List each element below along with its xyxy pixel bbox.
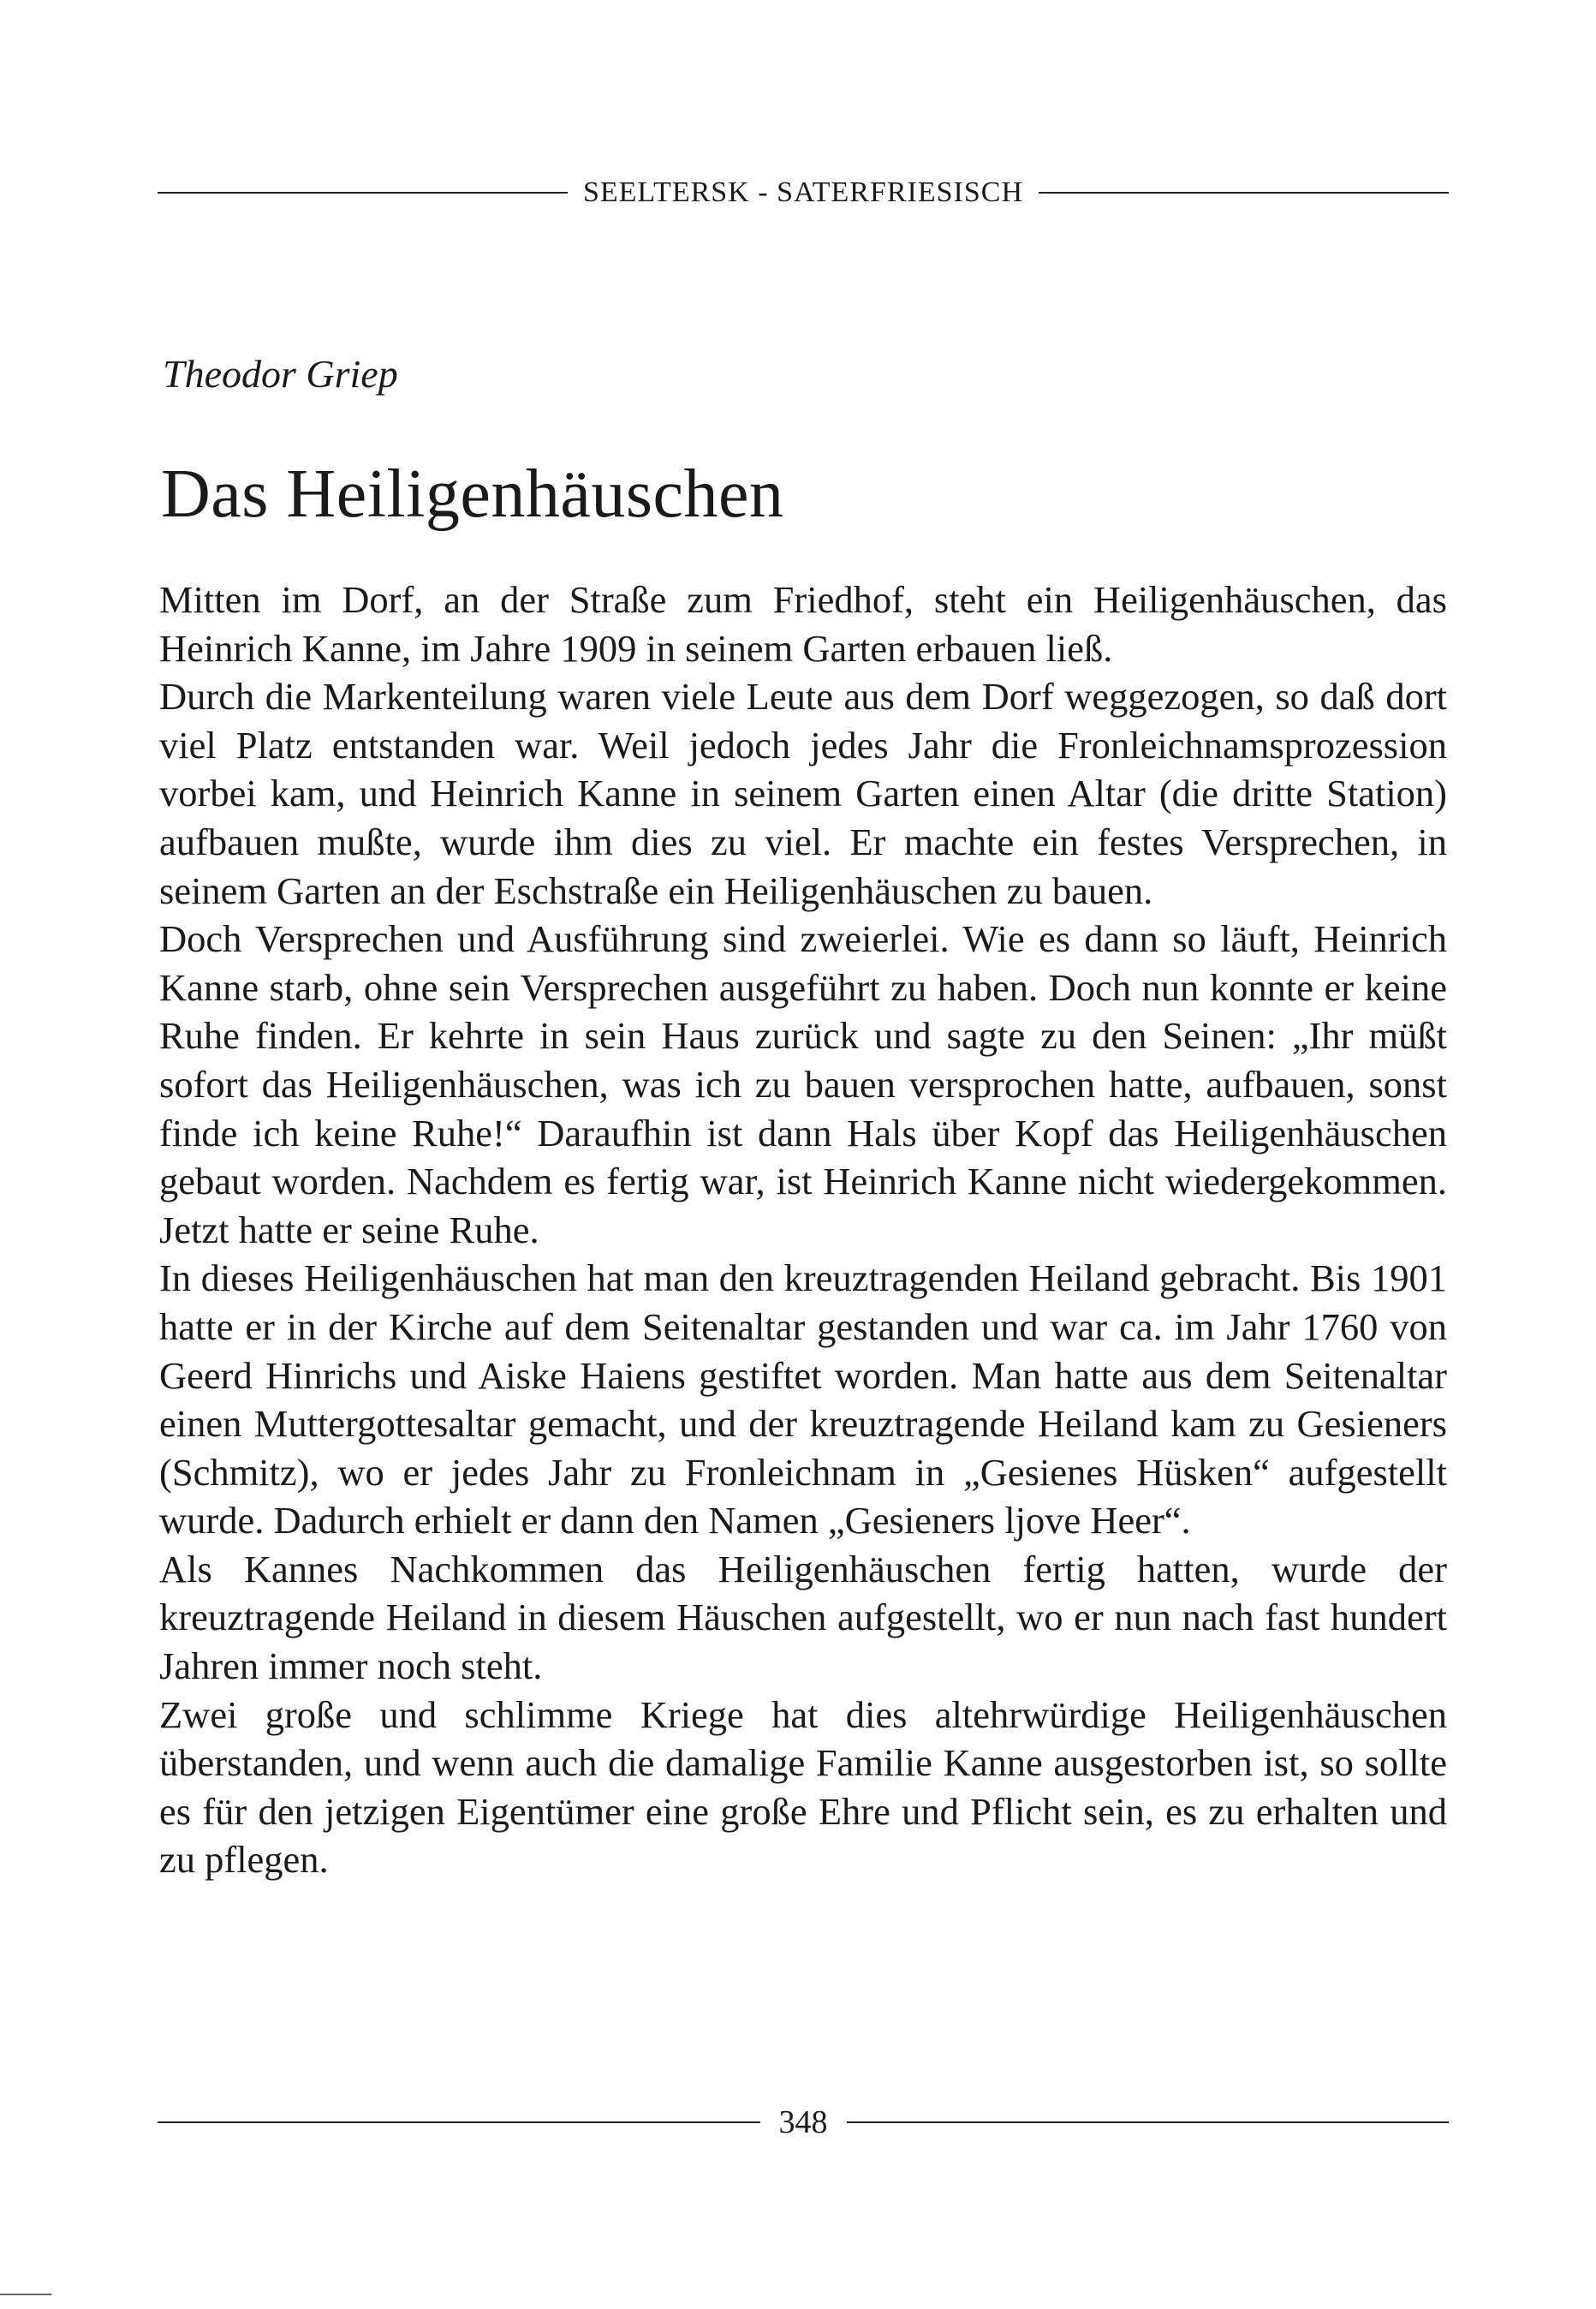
paragraph: Doch Versprechen und Ausführung sind zweierlei. Wie es dann so läuft, Heinrich Kanne starb, ohne sein Versprechen ausgeführt zu haben. Doch nun konnte er keine Ruhe finden. Er kehrte in sein Haus zurück und sagte zu den Seinen: „Ihr müßt sofort das Heiligenhäuschen, was ich zu bauen versprochen hatte, aufbauen, sonst finde ich keine Ruhe!“ Daraufhin ist dann Hals über Kopf das Heiligenhäuschen gebaut worden. Nachdem es fertig war, ist Heinrich Kanne nicht wiedergekommen. Jetzt hatte er seine Ruhe. <box>159 917 1447 1251</box>
footer-rule-left <box>158 2121 760 2123</box>
scan-edge-mark <box>0 2294 51 2295</box>
running-head-title: SEELTERSK - SATERFRIESISCH <box>582 176 1024 208</box>
page-number: 348 <box>778 2104 828 2140</box>
paragraph: Mitten im Dorf, an der Straße zum Friedhof, steht ein Heiligenhäuschen, das Heinrich Kanne, im Jahre 1909 in seinem Garten erbauen ließ. <box>159 578 1447 670</box>
running-head-rule-right <box>1039 192 1449 194</box>
paragraph: Zwei große und schlimme Kriege hat dies altehrwürdige Heiligenhäuschen überstanden, und wenn auch die damalige Familie Kanne ausgestorben ist, so sollte es für den jetzigen Eigentümer eine große Ehre und Pflicht sein, es zu erhalten und zu pflegen. <box>159 1692 1447 1882</box>
running-head-rule-left <box>158 192 568 194</box>
page-footer <box>158 2103 1449 2141</box>
running-head <box>158 176 1449 209</box>
paragraph: In dieses Heiligenhäuschen hat man den kreuztragenden Heiland gebracht. Bis 1901 hatte er in der Kirche auf dem Seitenaltar gestanden und war ca. im Jahr 1760 von Geerd Hinrichs und Aiske Haiens gestiftet worden. Man hatte aus dem Seitenaltar einen Muttergottesaltar gemacht, und der kreuztragende Heiland kam zu Gesieners (Schmitz), wo er jedes Jahr zu Fronleichnam in „Gesienes Hüsken“ aufgestellt wurde. Dadurch erhielt er dann den Namen „Gesieners ljove Heer“. <box>159 1256 1447 1542</box>
paragraph: Durch die Markenteilung waren viele Leute aus dem Dorf weggezogen, so daß dort viel Platz entstanden war. Weil jedoch jedes Jahr die Fronleichnamsprozession vorbei kam, und Heinrich Kanne in seinem Garten einen Altar (die dritte Station) aufbauen mußte, wurde ihm dies zu viel. Er machte ein festes Versprechen, in seinem Garten an der Eschstraße ein Heiligenhäuschen zu bauen. <box>159 675 1447 912</box>
author-name: Theodor Griep <box>163 352 398 396</box>
article-title: Das Heiligenhäuschen <box>161 456 784 532</box>
article-body <box>159 576 1447 1884</box>
footer-rule-right <box>847 2121 1450 2123</box>
paragraph: Als Kannes Nachkommen das Heiligenhäuschen fertig hatten, wurde der kreuztragende Heiland in diesem Häuschen aufgestellt, wo er nun nach fast hundert Jahren immer noch steht. <box>159 1547 1447 1688</box>
